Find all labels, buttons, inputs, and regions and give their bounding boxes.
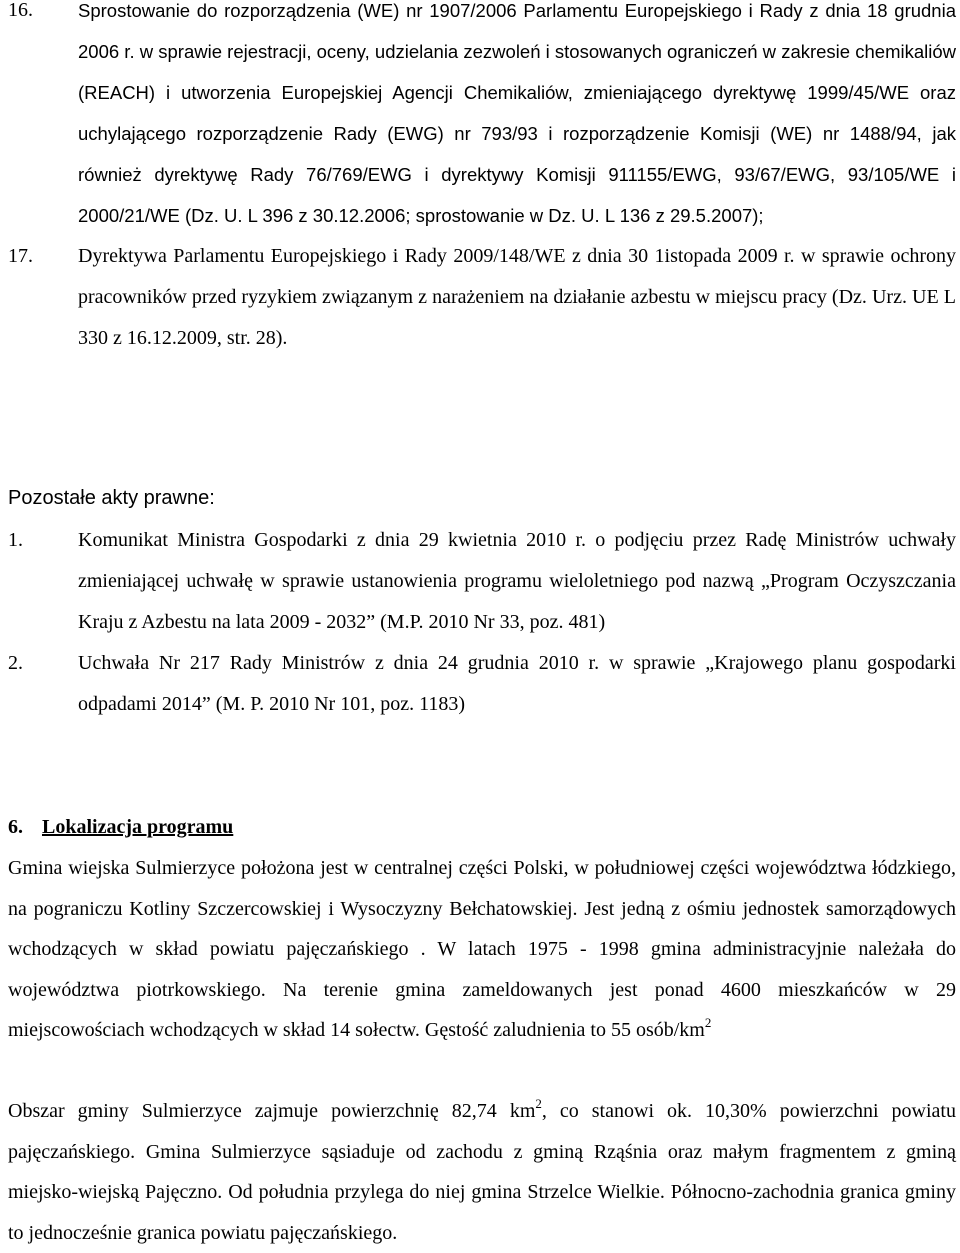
list-item-text: Komunikat Ministra Gospodarki z dnia 29 kwietnia 2010 r. o podjęciu przez Radę Ministrów uchwały zmieniającej uchwałę w sprawie ustanowienia programu wieloletniego pod nazwą „Program Oczyszczania Kraju z Azbestu na lata 2009 - 2032” (M.P. 2010 Nr 33, poz. 481): [78, 529, 956, 633]
superscript: 2: [535, 1096, 542, 1111]
list-item: [8, 0, 956, 236]
legal-acts-list: [8, 0, 956, 359]
list-item-number: 2.: [8, 652, 23, 674]
list-item-text: Uchwała Nr 217 Rady Ministrów z dnia 24 grudnia 2010 r. w sprawie „Krajowego planu gospodarki odpadami 2014” (M. P. 2010 Nr 101, poz. 1183): [78, 652, 956, 715]
section-title: Lokalizacja programu: [42, 816, 234, 838]
section-number: 6.: [8, 816, 23, 838]
list-item: [8, 236, 956, 359]
list-item-text: Sprostowanie do rozporządzenia (WE) nr 1907/2006 Parlamentu Europejskiego i Rady z dnia 18 grudnia 2006 r. w sprawie rejestracji, oceny, udzielania zezwoleń i stosowanych ograniczeń w zakresie chemikaliów (REACH) i utworzenia Europejskiej Agencji Chemikaliów, zmieniającego dyrektywę 1999/45/WE oraz uchylającego rozporządzenie Rady (EWG) nr 793/93 i rozporządzenie Komisji (WE) nr 1488/94, jak również dyrektywę Rady 76/769/EWG i dyrektywy Komisji 911155/EWG, 93/67/EWG, 93/105/WE i 2000/21/WE (Dz. U. L 396 z 30.12.2006; sprostowanie w Dz. U. L 136 z 29.5.2007);: [78, 0, 956, 226]
list-item-text: Dyrektywa Parlamentu Europejskiego i Rady 2009/148/WE z dnia 30 1istopada 2009 r. w sprawie ochrony pracowników przed ryzykiem związanym z narażeniem na działanie azbestu w miejscu pracy (Dz. Urz. UE L 330 z 16.12.2009, str. 28).: [78, 245, 956, 349]
paragraph-text: Obszar gminy Sulmierzyce zajmuje powierzchnię 82,74 km: [8, 1100, 536, 1122]
paragraph-text: Gmina wiejska Sulmierzyce położona jest w centralnej części Polski, w południowej części województwa łódzkiego, na pograniczu Kotliny Szczercowskiej i Wysoczyzny Bełchatowskiej. Jest jedną z ośmiu jednostek samorządowych wchodzących w skład powiatu pajęczańskiego . W latach 1975 - 1998 gmina administracyjnie należała do województwa piotrkowskiego. Na terenie gmina zameldowanych jest ponad 4600 mieszkańców w 29 miejscowościach wchodzących w skład 14 sołectw. Gęstość zaludnienia to 55 osób/km: [8, 857, 956, 1041]
list-item-number: 16.: [8, 0, 33, 21]
list-item: [8, 643, 956, 725]
paragraph-location: [8, 848, 956, 1051]
paragraph-text: , co stanowi ok. 10,30% powierzchni powiatu pajęczańskiego. Gmina Sulmierzyce sąsiaduje od zachodu z gminą Rząśnia oraz małym fragmentem z gminą miejsko-wiejską Pajęczno. Od południa przylega do niej gmina Strzelce Wielkie. Północno-zachodnia granica gminy to jednocześnie granica powiatu pajęczańskiego.: [8, 1100, 956, 1244]
paragraph-area: [8, 1091, 956, 1253]
superscript: 2: [704, 1015, 712, 1030]
other-acts-heading: Pozostałe akty prawne:: [8, 487, 215, 509]
list-item-number: 17.: [8, 245, 33, 267]
list-item-number: 1.: [8, 529, 23, 551]
list-item: [8, 520, 956, 643]
section-heading: [8, 807, 233, 848]
other-acts-list: [8, 520, 956, 725]
